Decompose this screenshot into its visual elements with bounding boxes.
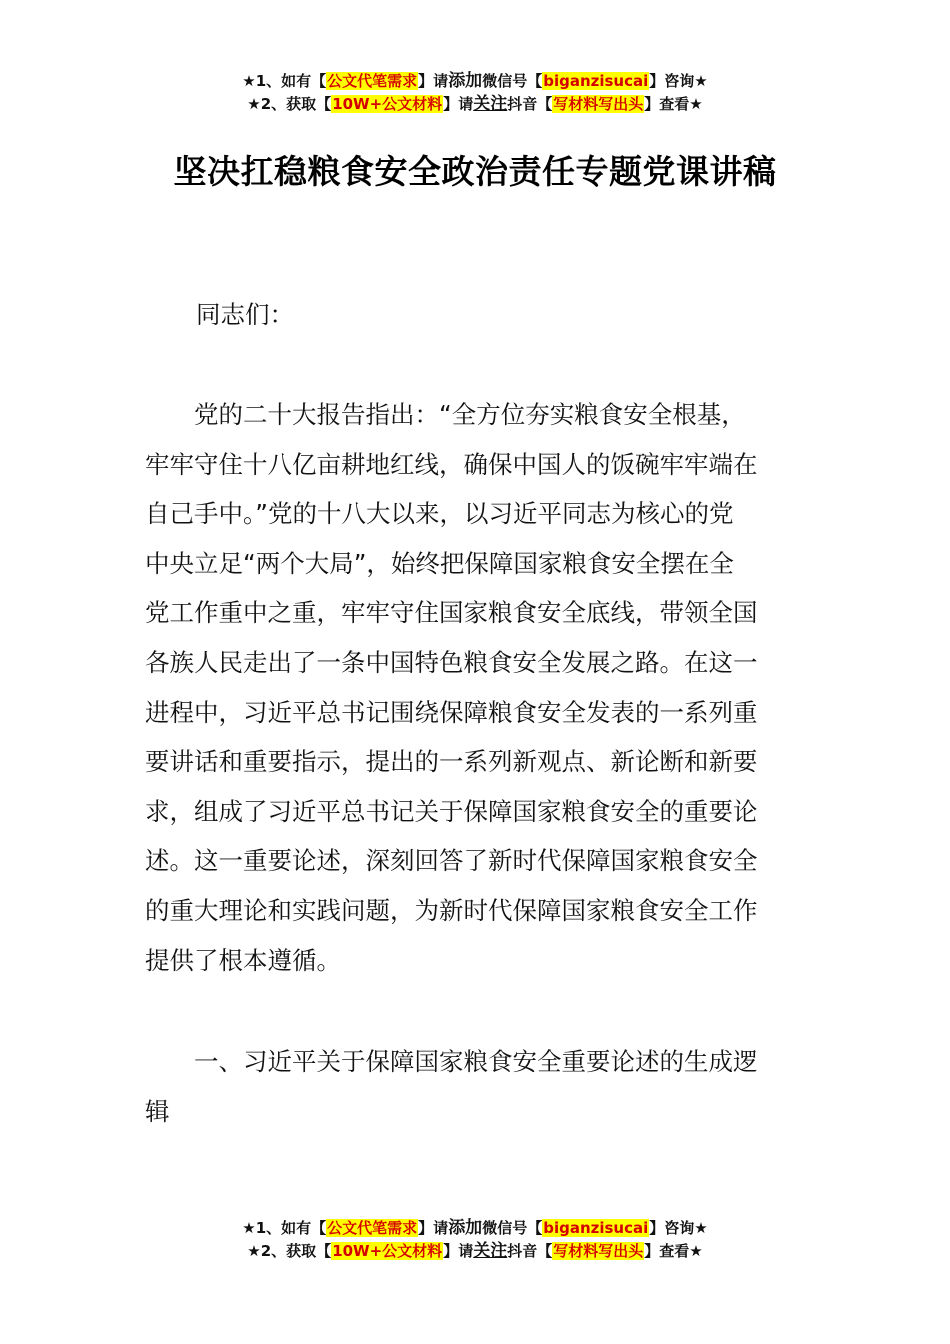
promo-highlight: 写材料写出头: [553, 95, 644, 113]
promo-highlight: 写材料写出头: [553, 1242, 644, 1260]
promo-text: ★1、如有【: [242, 1219, 327, 1237]
paragraph-line: 的重大理论和实践问题，为新时代保障国家粮食安全工作: [145, 895, 758, 925]
promo-emphasis: 添加: [448, 1218, 483, 1238]
promo-text: ★2、获取【: [247, 95, 332, 113]
promo-emphasis: 关注: [473, 1241, 508, 1261]
promo-line-1: [0, 70, 950, 93]
paragraph-line: 各族人民走出了一条中国特色粮食安全发展之路。在这一: [145, 647, 758, 677]
promo-highlight: 公文代笔需求: [327, 1219, 418, 1237]
paragraph-line: 党的二十大报告指出：“全方位夯实粮食安全根基，: [145, 400, 746, 429]
paragraph-line: 牢牢守住十八亿亩耕地红线，确保中国人的饭碗牢牢端在: [145, 449, 758, 479]
promo-text: 抖音【: [507, 1242, 553, 1260]
promo-line-2: [0, 1240, 950, 1263]
paragraph-line: 自己手中。”党的十八大以来，以习近平同志为核心的党: [145, 499, 734, 529]
promo-text: 】请: [443, 1242, 474, 1260]
promo-text: 】请: [443, 95, 474, 113]
paragraph-line: 进程中，习近平总书记围绕保障粮食安全发表的一系列重: [145, 697, 758, 727]
promo-line-2: [0, 93, 950, 116]
promo-text: ★1、如有【: [242, 72, 327, 90]
paragraph-line: 党工作重中之重，牢牢守住国家粮食安全底线，带领全国: [145, 598, 758, 628]
promo-text: 】咨询★: [649, 1219, 708, 1237]
promo-text: 】查看★: [644, 95, 703, 113]
promo-text: 微信号【: [482, 72, 543, 90]
section-heading: [145, 1037, 807, 1136]
paragraph-line: 中央立足“两个大局”，始终把保障国家粮食安全摆在全: [145, 548, 734, 578]
promo-highlight: 10W+公文材料: [332, 1242, 443, 1260]
paragraph-line: 提供了根本遵循。: [145, 945, 341, 975]
promo-text: 】请: [418, 72, 449, 90]
promo-text: 】咨询★: [649, 72, 708, 90]
heading-line: 一、习近平关于保障国家粮食安全重要论述的生成逻: [145, 1047, 758, 1076]
promo-emphasis: 关注: [473, 94, 508, 114]
promo-text: 】请: [418, 1219, 449, 1237]
promo-highlight: 10W+公文材料: [332, 95, 443, 113]
paragraph-line: 述。这一重要论述，深刻回答了新时代保障国家粮食安全: [145, 846, 758, 876]
paragraph-line: 求，组成了习近平总书记关于保障国家粮食安全的重要论: [145, 796, 758, 826]
paragraph-line: 要讲话和重要指示，提出的一系列新观点、新论断和新要: [145, 747, 758, 777]
promo-text: 】查看★: [644, 1242, 703, 1260]
salutation: 同志们：: [196, 300, 294, 329]
promo-highlight: biganzisucai: [543, 1219, 649, 1237]
promo-text: ★2、获取【: [247, 1242, 332, 1260]
promo-header: [0, 70, 950, 116]
promo-text: 抖音【: [507, 95, 553, 113]
promo-line-1: [0, 1217, 950, 1240]
body-paragraph: [145, 390, 807, 985]
promo-emphasis: 添加: [448, 71, 483, 91]
promo-text: 微信号【: [482, 1219, 543, 1237]
promo-highlight: 公文代笔需求: [327, 72, 418, 90]
promo-footer: [0, 1217, 950, 1263]
heading-line: 辑: [145, 1096, 170, 1126]
promo-highlight: biganzisucai: [543, 72, 649, 90]
document-title: 坚决扛稳粮食安全政治责任专题党课讲稿: [173, 152, 777, 191]
